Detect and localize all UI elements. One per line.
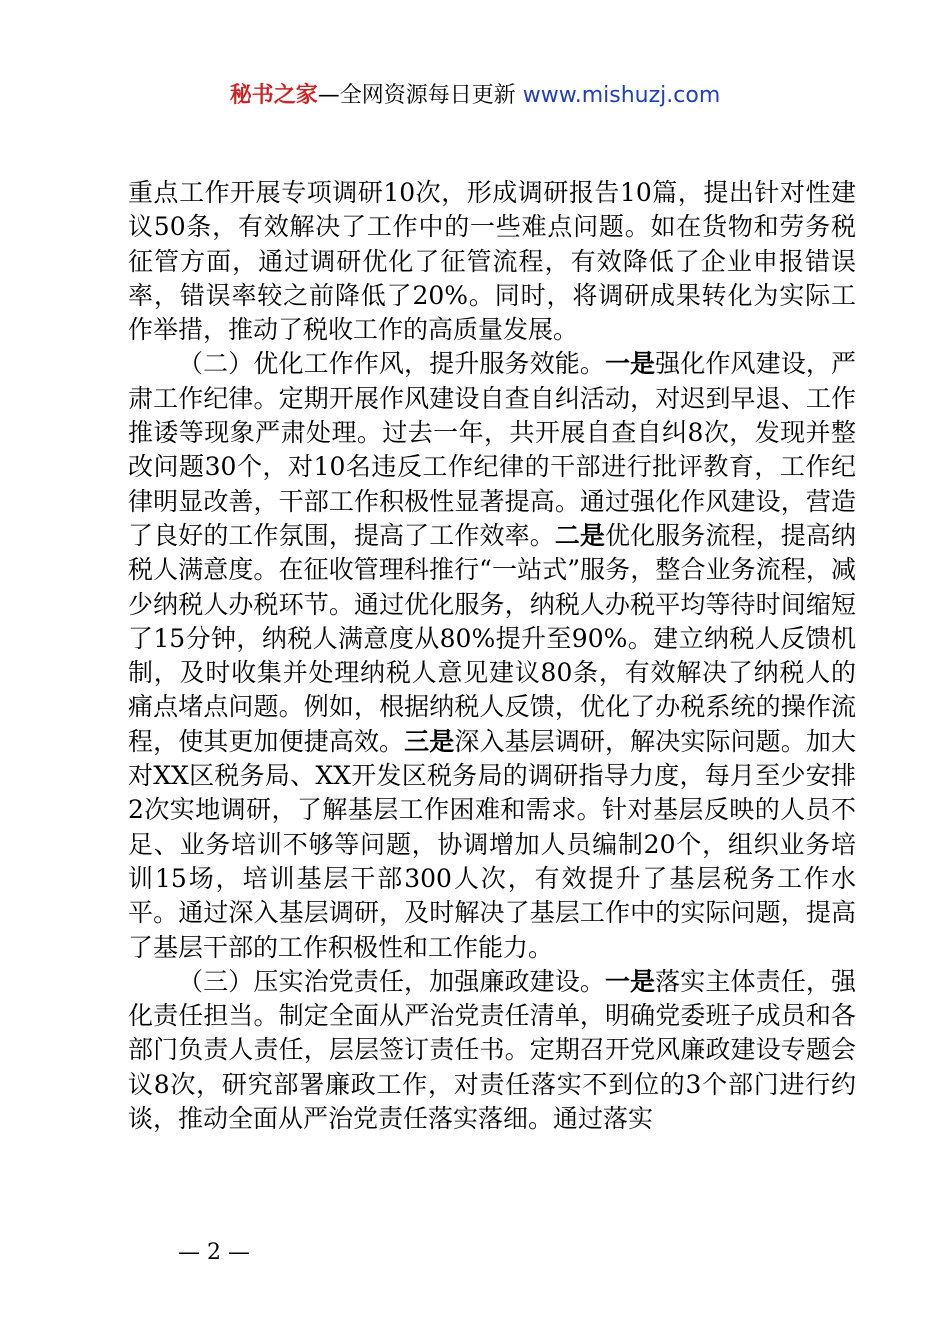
- banner-tagline: —全网资源每日更新: [317, 83, 516, 108]
- point-label: 二是: [554, 520, 606, 550]
- paragraph-section-2: [128, 347, 856, 964]
- section-heading: （三）压实治党责任，加强廉政建设。: [178, 966, 605, 996]
- point-label: 三是: [404, 726, 455, 756]
- point-label: 一是: [604, 966, 656, 996]
- document-body: [128, 176, 856, 1136]
- point-text: 深入基层调研，解决实际问题。加大对XX区税务局、XX开发区税务局的调研指导力度，每月至少安排2次实地调研，了解基层工作困难和需求。针对基层反映的人员不足、业务培训不够等问题，协调增加人员编制20个，组织业务培训15场，培训基层干部300人次，有效提升了基层税务工作水平。通过深入基层调研，及时解决了基层工作中的实际问题，提高了基层干部的工作积极性和工作能力。: [128, 726, 856, 962]
- point-text: 强化作风建设，严肃工作纪律。定期开展作风建设自查自纠活动，对迟到早退、工作推诿等现象严肃处理。过去一年，共开展自查自纠8次，发现并整改问题30个，对10名违反工作纪律的干部进行批评教育，工作纪律明显改善，干部工作积极性显著提高。通过强化作风建设，营造了良好的工作氛围，提高了工作效率。: [128, 349, 856, 550]
- section-heading: （二）优化工作作风，提升服务效能。: [178, 349, 605, 379]
- site-url-link[interactable]: www.mishuzj.com: [522, 83, 721, 108]
- point-text: 落实主体责任，强化责任担当。制定全面从严治党责任清单，明确党委班子成员和各部门负责人责任，层层签订责任书。定期召开党风廉政建设专题会议8次，研究部署廉政工作，对责任落实不到位的3个部门进行约谈，推动全面从严治党责任落实落细。通过落实: [128, 966, 856, 1134]
- point-label: 一是: [604, 349, 656, 379]
- point-text: 优化服务流程，提高纳税人满意度。在征收管理科推行“一站式”服务，整合业务流程，减少纳税人办税环节。通过优化服务，纳税人办税平均等待时间缩短了15分钟，纳税人满意度从80%提升至90%。建立纳税人反馈机制，及时收集并处理纳税人意见建议80条，有效解决了纳税人的痛点堵点问题。例如，根据纳税人反馈，优化了办税系统的操作流程，使其更加便捷高效。: [128, 520, 856, 756]
- paragraph-section-3: [128, 965, 856, 1136]
- paragraph-continuation: 重点工作开展专项调研10次，形成调研报告10篇，提出针对性建议50条，有效解决了工作中的一些难点问题。如在货物和劳务税征管方面，通过调研优化了征管流程，有效降低了企业申报错误率，错误率较之前降低了20%。同时，将调研成果转化为实际工作举措，推动了税收工作的高质量发展。: [128, 178, 856, 345]
- brand-name: 秘书之家: [229, 83, 318, 108]
- site-banner: [0, 80, 950, 112]
- page-number: — 2 —: [178, 1240, 250, 1265]
